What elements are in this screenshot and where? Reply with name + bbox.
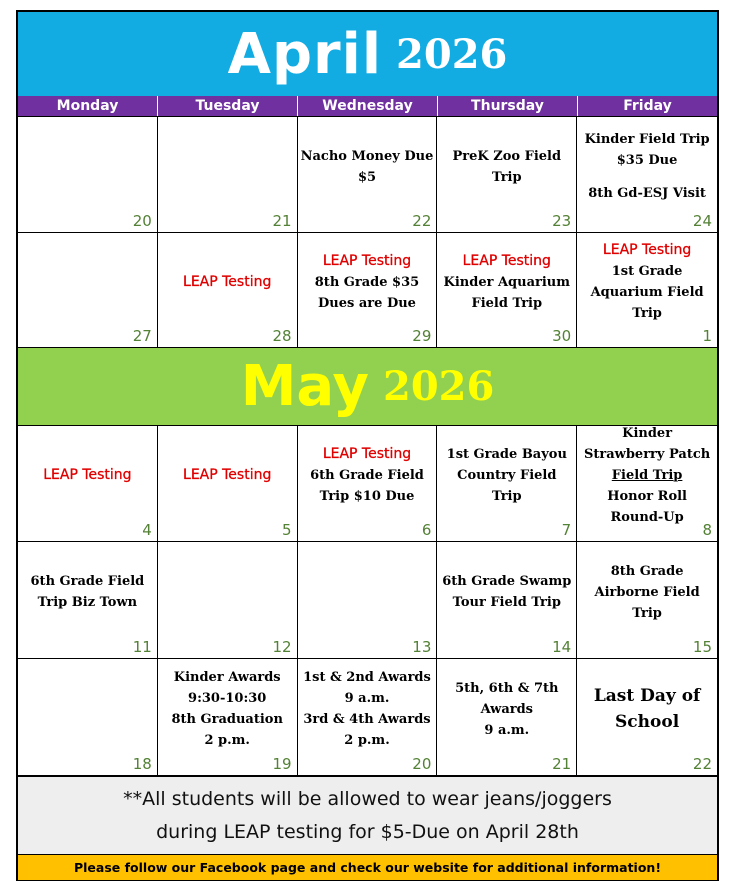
event-text: Honor Roll	[607, 488, 687, 504]
weekday-wednesday: Wednesday	[298, 96, 438, 116]
dress-code-note	[18, 776, 717, 855]
leap-testing-label: LEAP Testing	[462, 252, 551, 269]
event-text: Trip	[491, 169, 522, 185]
day-number: 13	[412, 638, 432, 656]
event-text: Dues are Due	[318, 295, 416, 311]
event-text: $5	[357, 169, 377, 185]
event-text: Field Trip	[471, 295, 543, 311]
event-text: Airborne Field	[594, 584, 700, 600]
event-text: 6th Grade Swamp	[442, 574, 572, 589]
day-number: 22	[412, 212, 432, 230]
day-number: 27	[132, 327, 152, 345]
leap-testing-label: LEAP Testing	[602, 242, 692, 258]
may-grid	[18, 425, 717, 776]
event-text: Kinder Awards	[173, 670, 281, 685]
day-number: 12	[272, 638, 292, 656]
event-text: Trip Biz Town	[37, 595, 138, 610]
calendar-day-cell	[298, 542, 438, 659]
day-number: 29	[412, 327, 432, 345]
calendar-day-cell	[298, 425, 438, 542]
april-month-title: April	[227, 21, 383, 87]
event-text: Field Trip	[611, 467, 683, 483]
calendar-day-cell	[158, 425, 298, 542]
calendar-day-cell	[437, 659, 577, 776]
leap-testing-label: LEAP Testing	[183, 466, 272, 483]
weekday-header	[18, 96, 717, 117]
day-number: 19	[272, 755, 292, 773]
event-text: $35 Due	[616, 153, 678, 168]
calendar-day-cell	[158, 659, 298, 776]
event-text: 3rd & 4th Awards	[303, 712, 431, 727]
event-text: 9 a.m.	[344, 691, 390, 706]
leap-testing-label: LEAP Testing	[322, 445, 412, 462]
day-number: 20	[412, 755, 432, 773]
event-text: 8th Gd-ESJ Visit	[588, 186, 706, 201]
calendar-day-cell	[18, 542, 158, 659]
calendar-day-cell	[437, 233, 577, 348]
event-text: Trip	[632, 605, 662, 621]
april-year: 2026	[396, 30, 508, 78]
weekday-thursday: Thursday	[438, 96, 578, 116]
day-number: 23	[552, 212, 572, 230]
day-number: 8	[702, 521, 712, 539]
event-text: 8th Grade $35	[314, 274, 420, 290]
event-text: 5th, 6th & 7th	[455, 680, 559, 696]
event-text: Nacho Money Due	[300, 148, 434, 164]
calendar-day-cell	[437, 542, 577, 659]
calendar-day-cell	[577, 542, 717, 659]
event-text: 9 a.m.	[484, 722, 530, 738]
event-text: PreK Zoo Field	[452, 148, 562, 164]
event-text: 9:30-10:30	[188, 691, 267, 706]
weekday-monday: Monday	[18, 96, 158, 116]
leap-testing-label: LEAP Testing	[43, 466, 132, 483]
event-text: 2 p.m.	[204, 733, 250, 748]
day-number: 22	[692, 755, 712, 773]
calendar-day-cell	[298, 117, 438, 233]
april-grid	[18, 117, 717, 348]
day-number: 11	[132, 638, 152, 656]
note-line-1: **All students will be allowed to wear jeans/joggers	[123, 788, 612, 810]
calendar-day-cell	[577, 425, 717, 542]
may-year: 2026	[382, 363, 495, 410]
event-text: 1st Grade	[611, 264, 683, 279]
leap-testing-label: LEAP Testing	[183, 273, 272, 290]
event-text: 8th Graduation	[171, 712, 283, 727]
event-text: 1st Grade Bayou	[446, 446, 567, 462]
calendar-day-cell	[577, 233, 717, 348]
day-number: 15	[692, 638, 712, 656]
event-text: Awards	[480, 701, 533, 717]
event-text: Last Day of	[593, 686, 701, 706]
calendar-day-cell	[18, 425, 158, 542]
event-text: 2 p.m.	[344, 733, 390, 748]
weekday-friday: Friday	[623, 98, 672, 114]
event-text: Kinder Field Trip	[584, 132, 710, 147]
day-number: 7	[561, 521, 572, 539]
calendar-day-cell	[18, 117, 158, 233]
calendar-day-cell	[158, 542, 298, 659]
event-text: Round-Up	[610, 509, 684, 525]
footer-banner: Please follow our Facebook page and check our website for additional information!	[18, 854, 717, 880]
day-number: 20	[132, 212, 152, 230]
event-text: 6th Grade Field	[310, 467, 424, 483]
day-number: 21	[272, 212, 292, 230]
calendar-day-cell	[437, 425, 577, 542]
calendar-day-cell	[298, 659, 438, 776]
calendar-day-cell	[158, 233, 298, 348]
event-text: 1st & 2nd Awards	[303, 670, 431, 685]
event-text: 8th Grade	[610, 563, 684, 579]
weekday-tuesday: Tuesday	[158, 96, 298, 116]
calendar-frame	[16, 10, 719, 881]
calendar-day-cell	[437, 117, 577, 233]
note-line-2: during LEAP testing for $5-Due on April 28th	[156, 821, 579, 843]
day-number: 14	[552, 638, 572, 656]
event-text: Trip $10 Due	[319, 488, 415, 504]
event-text: Strawberry Patch	[583, 446, 711, 462]
event-text: Country Field	[457, 467, 557, 483]
day-number: 28	[272, 327, 292, 345]
event-text: 6th Grade Field	[30, 574, 145, 589]
calendar-day-cell	[158, 117, 298, 233]
event-text: Aquarium Field	[590, 285, 704, 300]
day-number: 5	[282, 521, 292, 539]
event-text: Kinder Aquarium	[443, 274, 571, 290]
day-number: 6	[421, 521, 432, 539]
calendar-day-cell	[18, 233, 158, 348]
day-number: 30	[552, 327, 572, 345]
april-banner	[18, 12, 717, 97]
calendar-day-cell	[18, 659, 158, 776]
leap-testing-label: LEAP Testing	[322, 252, 412, 269]
event-text: Trip	[632, 306, 662, 321]
event-text: Trip	[491, 488, 522, 504]
day-number: 24	[692, 212, 712, 230]
event-text: School	[615, 712, 680, 732]
may-month-title: May	[240, 354, 369, 419]
may-banner	[18, 348, 717, 426]
calendar-day-cell	[577, 659, 717, 776]
calendar-day-cell	[298, 233, 438, 348]
event-text: Tour Field Trip	[452, 595, 561, 610]
day-number: 1	[702, 327, 712, 345]
day-number: 21	[552, 755, 572, 773]
calendar-day-cell	[577, 117, 717, 233]
day-number: 4	[142, 521, 152, 539]
event-text: Kinder	[622, 425, 673, 441]
day-number: 18	[132, 755, 152, 773]
